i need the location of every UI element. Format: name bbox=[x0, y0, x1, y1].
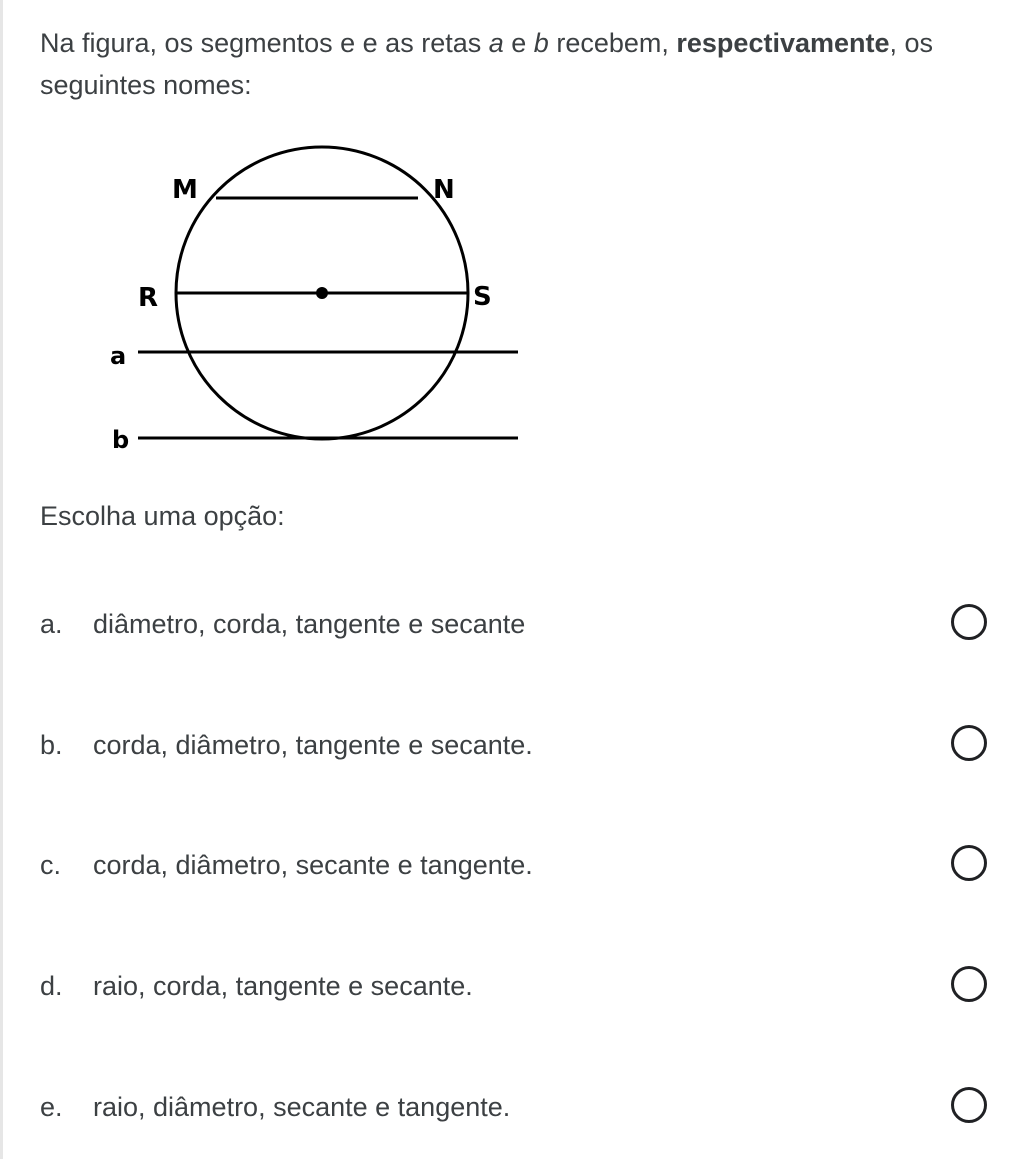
option-letter: e. bbox=[40, 1092, 63, 1122]
option-label[interactable]: raio, corda, tangente e secante. bbox=[93, 971, 473, 1001]
option-letter: a. bbox=[40, 609, 63, 639]
option-c[interactable] bbox=[0, 835, 1016, 895]
option-e[interactable] bbox=[0, 1077, 1016, 1137]
question-emphasis: respectivamente bbox=[676, 28, 890, 58]
option-letter: c. bbox=[40, 850, 62, 880]
question-part1: Na figura, os segmentos e e as retas bbox=[40, 28, 489, 58]
radio-button[interactable] bbox=[951, 966, 987, 1002]
label-b: b bbox=[112, 426, 130, 450]
label-s: S bbox=[473, 282, 492, 312]
radio-button[interactable] bbox=[951, 604, 987, 640]
option-label[interactable]: raio, diâmetro, secante e tangente. bbox=[93, 1092, 511, 1122]
question-and: e bbox=[503, 28, 534, 58]
question-part2: recebem, bbox=[548, 28, 677, 58]
label-r: R bbox=[138, 283, 159, 313]
option-d[interactable] bbox=[0, 956, 1016, 1016]
option-letter: d. bbox=[40, 971, 63, 1001]
label-n: N bbox=[433, 175, 455, 205]
radio-button[interactable] bbox=[951, 1087, 987, 1123]
option-a[interactable] bbox=[0, 594, 1016, 654]
circle-figure bbox=[100, 140, 530, 450]
option-b[interactable] bbox=[0, 715, 1016, 775]
prompt-text: Escolha uma opção: bbox=[40, 501, 285, 531]
question-text bbox=[40, 22, 1000, 106]
radio-button[interactable] bbox=[951, 845, 987, 881]
question-line-a: a bbox=[488, 28, 504, 58]
option-label[interactable]: corda, diâmetro, secante e tangente. bbox=[93, 850, 533, 880]
option-label[interactable]: diâmetro, corda, tangente e secante bbox=[93, 609, 526, 639]
label-m: M bbox=[172, 175, 198, 205]
question-part3: , os seguintes nomes: bbox=[40, 28, 934, 100]
center-point bbox=[316, 287, 328, 299]
question-line-b: b bbox=[533, 28, 549, 58]
label-a: a bbox=[110, 342, 127, 370]
option-label[interactable]: corda, diâmetro, tangente e secante. bbox=[93, 730, 533, 760]
option-letter: b. bbox=[40, 730, 63, 760]
radio-button[interactable] bbox=[951, 725, 987, 761]
